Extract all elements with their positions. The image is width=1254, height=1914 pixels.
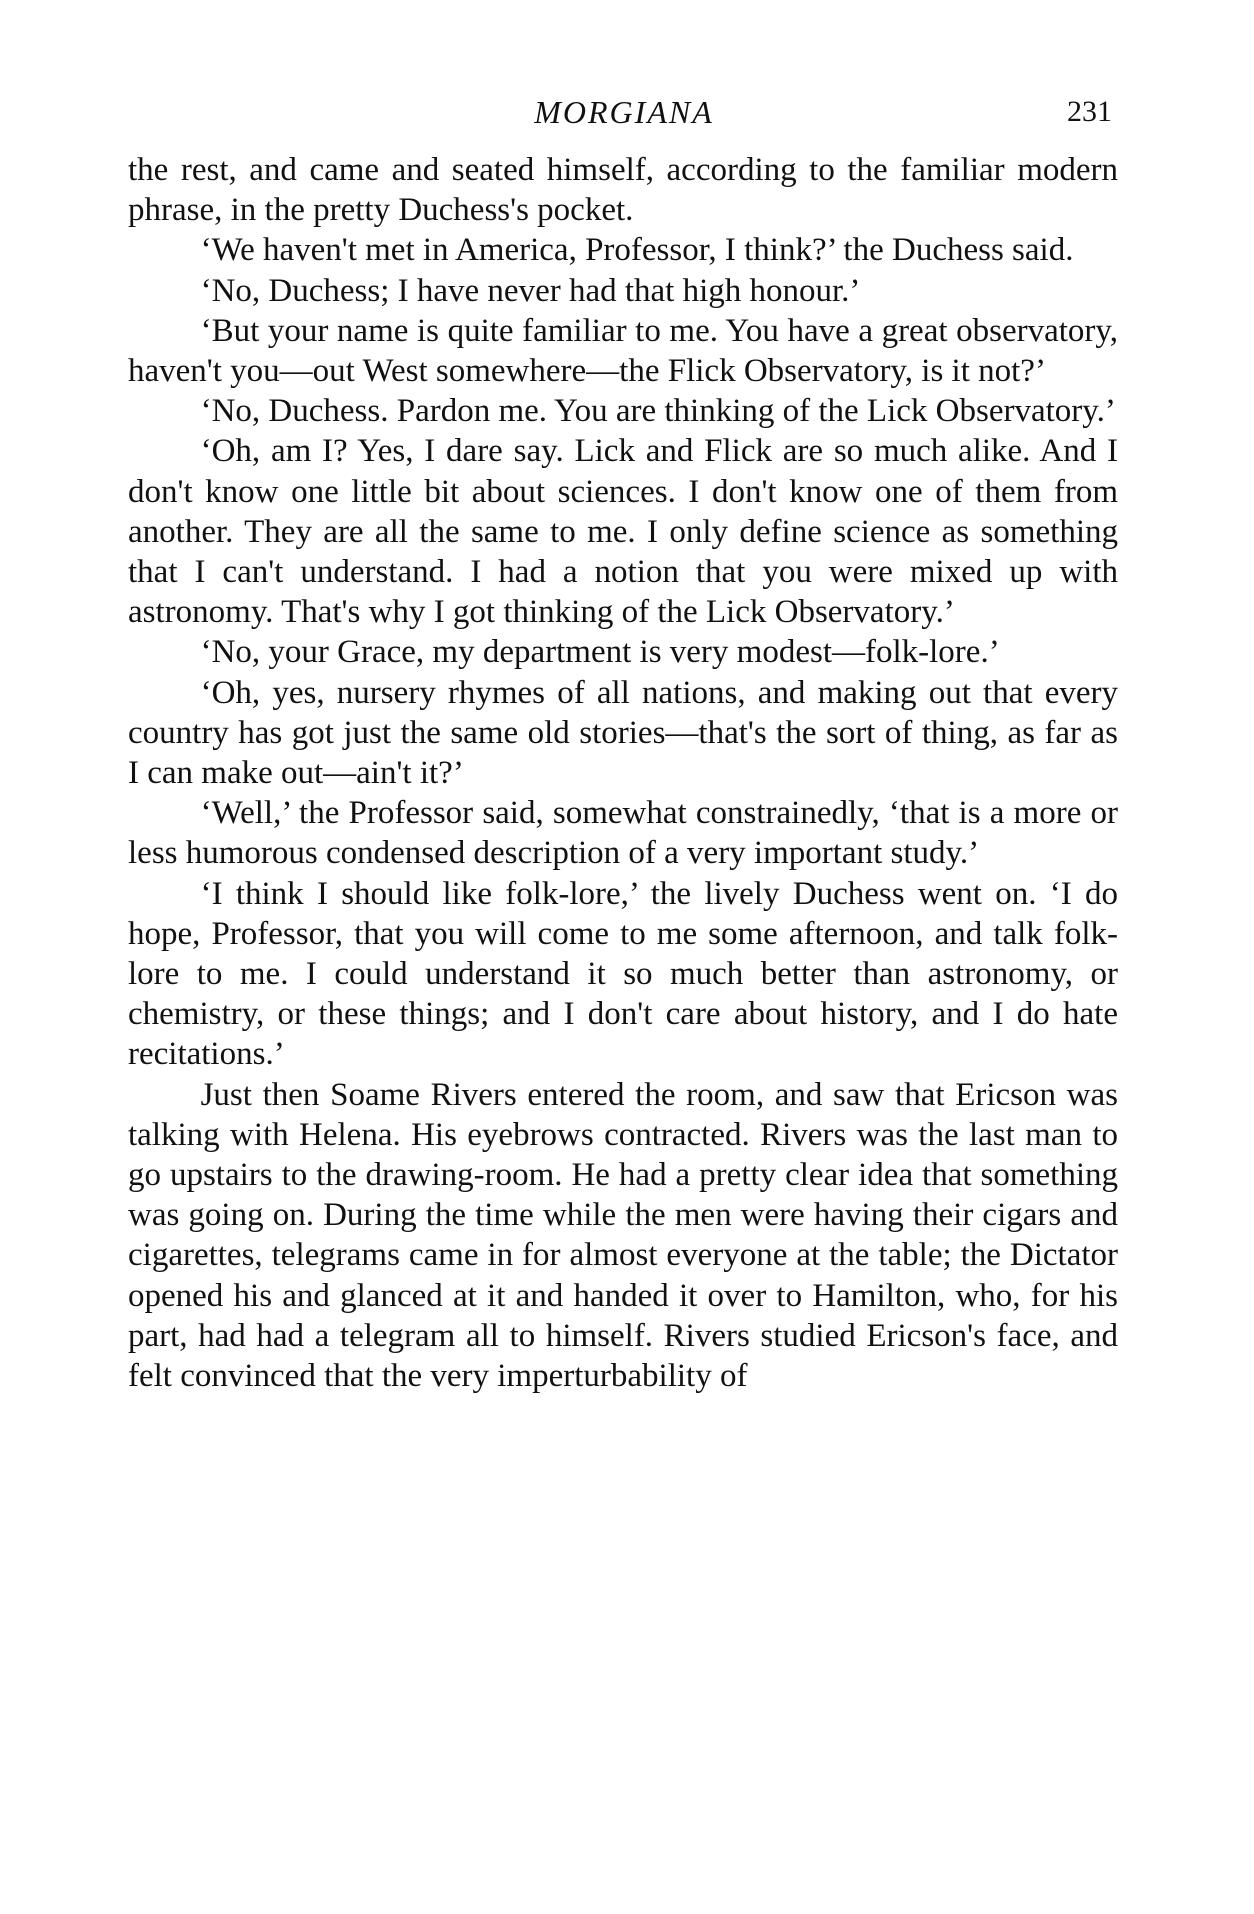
- running-head: [128, 90, 1120, 134]
- paragraph-1: the rest, and came and seated himself, according to the familiar modern phrase, in the pretty Duchess's pocket.: [128, 152, 1118, 229]
- paragraph-3: ‘No, Duchess; I have never had that high honour.’: [200, 272, 861, 309]
- paragraph-2: ‘We haven't met in America, Professor, I think?’ the Duchess said.: [200, 232, 1074, 269]
- body-text: [128, 150, 1118, 1396]
- page-number: 231: [1067, 95, 1112, 128]
- paragraph-7: ‘No, your Grace, my department is very modest—folk-lore.’: [200, 634, 1000, 671]
- paragraph-9: ‘Well,’ the Professor said, somewhat constrainedly, ‘that is a more or less humorous condensed description of a very important study.’: [128, 795, 1118, 872]
- paragraph-4: ‘But your name is quite familiar to me. You have a great observatory, haven't you—out West somewhere—the Flick Observatory, is it not?’: [128, 312, 1118, 390]
- paragraph-11: Just then Soame Rivers entered the room, and saw that Ericson was talking with Helena. His eyebrows contracted. Rivers was the last man to go upstairs to the drawing-room. He had a pretty clear idea that something was going on. During the time while the men were having their cigars and cigarettes, telegrams came in for almost everyone at the table; the Dictator opened his and glanced at it and handed it over to Hamilton, who, for his part, had had a telegram all to himself. Rivers studied Ericson's face, and felt convinced that the very imperturbability of: [128, 1076, 1118, 1395]
- paragraph-10: ‘I think I should like folk-lore,’ the lively Duchess went on. ‘I do hope, Professor, that you will come to me some afternoon, and talk folk-lore to me. I could understand it so much better than astronomy, or chemistry, or these things; and I don't care about history, and I do hate recitations.’: [128, 875, 1118, 1073]
- paragraph-8: ‘Oh, yes, nursery rhymes of all nations, and making out that every country has got just the same old stories—that's the sort of thing, as far as I can make out—ain't it?’: [128, 674, 1118, 792]
- running-title: MORGIANA: [534, 94, 714, 130]
- paragraph-6: ‘Oh, am I? Yes, I dare say. Lick and Flick are so much alike. And I don't know one little bit about sciences. I don't know one of them from another. They are all the same to me. I only define science as something that I can't understand. I had a notion that you were mixed up with astronomy. That's why I got thinking of the Lick Observatory.’: [128, 433, 1118, 631]
- paragraph-5: ‘No, Duchess. Pardon me. You are thinking of the Lick Observatory.’: [200, 393, 1116, 430]
